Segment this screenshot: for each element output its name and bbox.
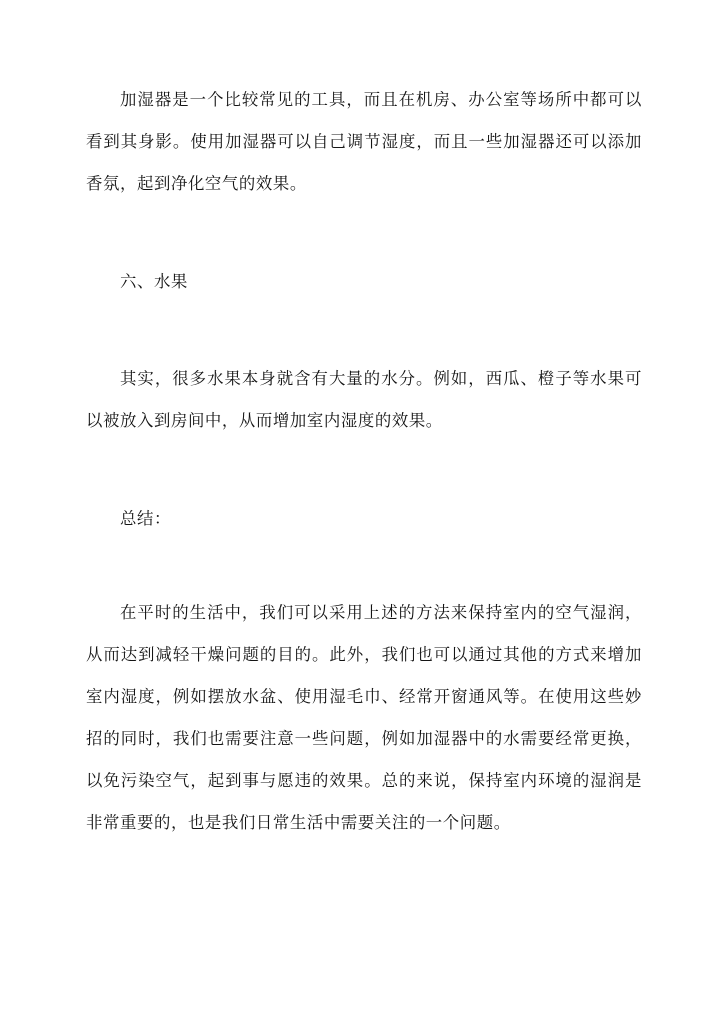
paragraph-line: 以免污染空气，起到事与愿违的效果。总的来说，保持室内环境的湿润是	[86, 771, 642, 790]
paragraph-line: 看到其身影。使用加湿器可以自己调节湿度，而且一些加湿器还可以添加	[86, 132, 642, 151]
section-heading: 六、水果	[120, 272, 188, 291]
paragraph-fruit	[86, 358, 642, 442]
paragraph-humidifier	[86, 79, 642, 205]
paragraph-line: 其实，很多水果本身就含有大量的水分。例如，西瓜、橙子等水果可	[120, 369, 642, 388]
paragraph-line: 招的同时，我们也需要注意一些问题，例如加湿器中的水需要经常更换，	[86, 729, 642, 748]
heading-summary	[86, 498, 642, 540]
paragraph-line: 加湿器是一个比较常见的工具，而且在机房、办公室等场所中都可以	[120, 90, 642, 109]
paragraph-line: 以被放入到房间中，从而增加室内湿度的效果。	[86, 411, 443, 430]
paragraph-line: 非常重要的，也是我们日常生活中需要关注的一个问题。	[86, 813, 511, 832]
section-heading: 总结：	[120, 509, 171, 528]
paragraph-line: 室内湿度，例如摆放水盆、使用湿毛巾、经常开窗通风等。在使用这些妙	[86, 687, 642, 706]
paragraph-summary	[86, 592, 642, 844]
paragraph-line: 香氛，起到净化空气的效果。	[86, 174, 307, 193]
paragraph-line: 从而达到减轻干燥问题的目的。此外，我们也可以通过其他的方式来增加	[86, 645, 642, 664]
heading-fruit	[86, 261, 642, 303]
paragraph-line: 在平时的生活中，我们可以采用上述的方法来保持室内的空气湿润，	[120, 603, 642, 622]
